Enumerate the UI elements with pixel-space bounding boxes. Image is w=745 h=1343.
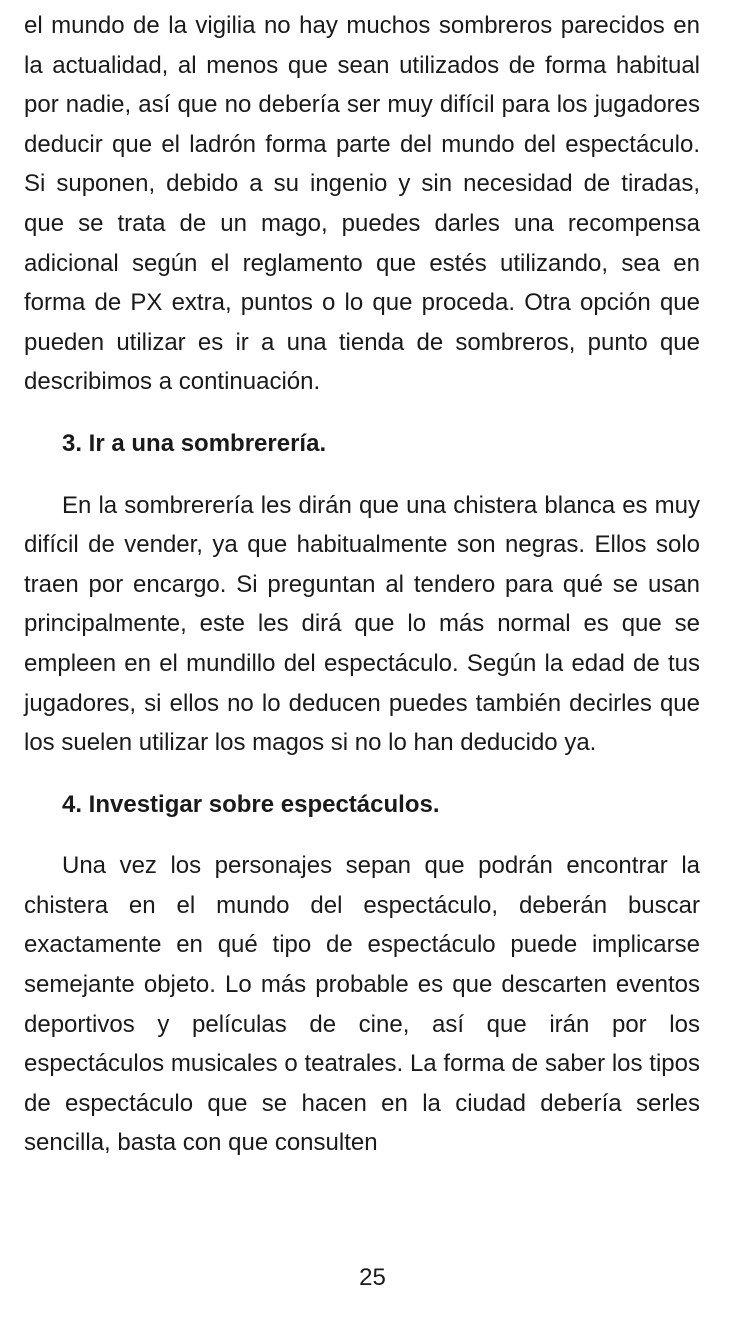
page-body	[24, 6, 700, 1163]
paragraph-sombrereria: En la sombrerería les dirán que una chistera blanca es muy difícil de vender, ya que habitualmente son negras. Ellos solo traen por encargo. Si preguntan al tendero para qué se usan principalmente, este les dirá que lo más normal es que se empleen en el mundillo del espectáculo. Según la edad de tus jugadores, si ellos no lo deducen puedes también decirles que los suelen utilizar los magos si no lo han deducido ya.	[24, 491, 700, 757]
page-number: 25	[359, 1264, 386, 1291]
paragraph-investigar: Una vez los personajes sepan que podrán encontrar la chistera en el mundo del espectáculo, deberán buscar exactamente en qué tipo de espectáculo puede implicarse semejante objeto. Lo más probable es que descarten eventos deportivos y películas de cine, así que irán por los espectáculos musicales o teatrales. La forma de saber los tipos de espectáculo que se hacen en la ciudad debería serles sencilla, basta con que consulten	[24, 852, 700, 1157]
section-heading-3: 3. Ir a una sombrerería.	[62, 429, 327, 457]
section-heading-4: 4. Investigar sobre espectáculos.	[62, 790, 440, 818]
paragraph-continuation: el mundo de la vigilia no hay muchos sombreros parecidos en la actualidad, al menos que sean utilizados de forma habitual por nadie, así que no debería ser muy difícil para los jugadores deducir que el ladrón forma parte del mundo del espectáculo. Si suponen, debido a su ingenio y sin necesidad de tiradas, que se trata de un mago, puedes darles una recompensa adicional según el reglamento que estés utilizando, sea en forma de PX extra, puntos o lo que proceda. Otra opción que pueden utilizar es ir a una tienda de sombreros, punto que describimos a continuación.	[24, 12, 700, 396]
